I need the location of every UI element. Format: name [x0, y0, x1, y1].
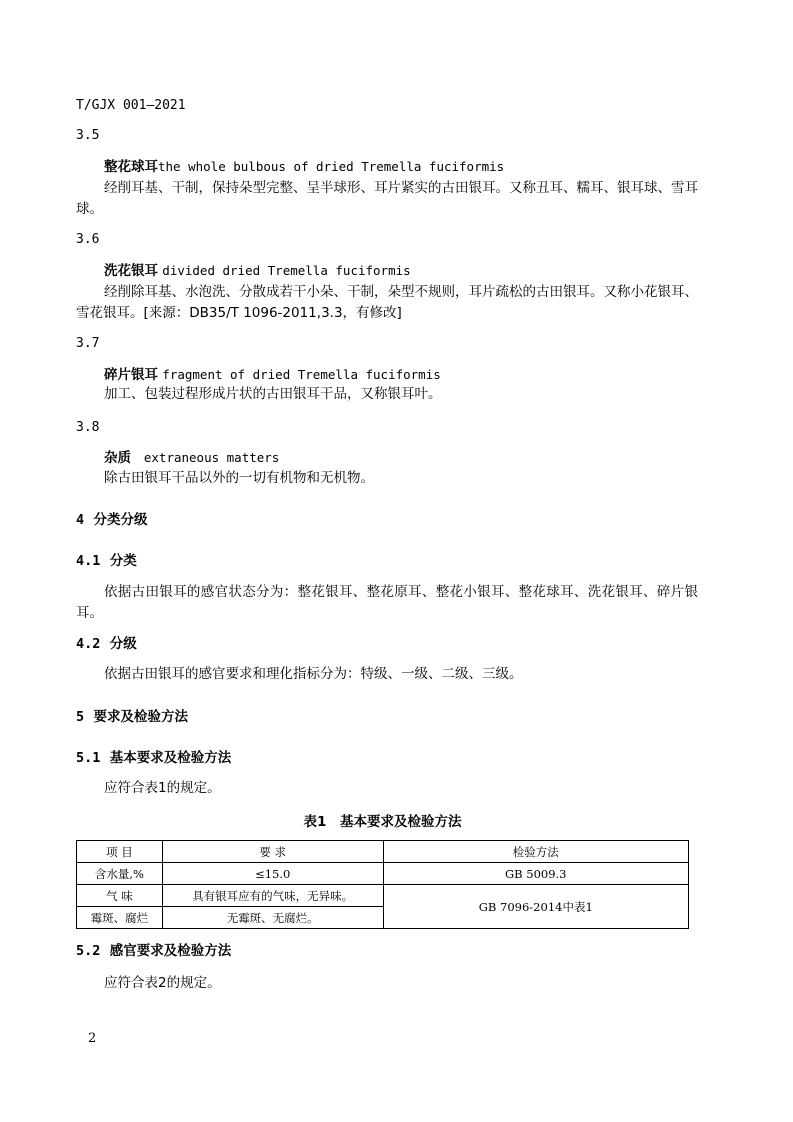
- term-heading: [104, 156, 504, 178]
- section-heading: [76, 941, 231, 962]
- clause-number: 3.8: [76, 420, 100, 435]
- table-cell: 具有银耳应有的气味，无异味。: [162, 885, 383, 907]
- section-title: 分级: [109, 636, 137, 652]
- page-number: 2: [88, 1031, 97, 1046]
- section-number: 4.2: [76, 636, 101, 652]
- section-heading: [76, 551, 137, 572]
- section-number: 5.1: [76, 750, 101, 766]
- term-definition: 除古田银耳干品以外的一切有机物和无机物。: [104, 470, 374, 486]
- term-definition: 经削除耳基、水泡洗、分散成若干小朵、干制，朵型不规则，耳片疏松的古田银耳。又称小花银耳、雪花银耳。[来源：DB35/T 1096-2011,3.3，有修改]: [76, 284, 698, 321]
- chapter-number: 5: [76, 709, 85, 725]
- table-header-cell: 要 求: [162, 841, 383, 863]
- term-zh: 洗花银耳: [104, 263, 158, 279]
- table-header-cell: 检验方法: [383, 841, 689, 863]
- term-heading: [104, 364, 441, 386]
- section-number: 4.1: [76, 553, 101, 569]
- table-header-cell: 项 目: [77, 841, 163, 863]
- section-text: 应符合表1的规定。: [104, 780, 221, 796]
- table-caption: 表1 基本要求及检验方法: [303, 814, 462, 830]
- section-heading: [76, 634, 137, 655]
- clause-number: 3.7: [76, 336, 100, 351]
- chapter-heading: [76, 707, 188, 728]
- requirements-table: [76, 840, 689, 929]
- table-row: [77, 863, 689, 885]
- table-row: [77, 885, 689, 907]
- section-title: 基本要求及检验方法: [109, 750, 232, 766]
- table-cell-merged: GB 7096-2014中表1: [383, 885, 689, 929]
- table-cell: 含水量,%: [77, 863, 163, 885]
- term-heading: [104, 260, 411, 282]
- section-number: 5.2: [76, 943, 101, 959]
- chapter-title: 要求及检验方法: [93, 709, 189, 725]
- doc-code-header: T/GJX 001—2021: [76, 98, 186, 113]
- section-text: 依据古田银耳的感官状态分为：整花银耳、整花原耳、整花小银耳、整花球耳、洗花银耳、碎片银耳。: [76, 584, 698, 621]
- term-zh: 碎片银耳: [104, 367, 158, 383]
- table-cell: 气 味: [77, 885, 163, 907]
- section-title: 分类: [109, 553, 137, 569]
- section-heading: [76, 748, 231, 769]
- chapter-heading: [76, 510, 148, 531]
- term-en: the whole bulbous of dried Tremella fuciformis: [158, 159, 505, 174]
- term-en: extraneous matters: [143, 450, 280, 465]
- table-cell: ≤15.0: [162, 863, 383, 885]
- section-text: 依据古田银耳的感官要求和理化指标分为：特级、一级、二级、三级。: [104, 666, 523, 682]
- table-header-row: [77, 841, 689, 863]
- table-cell: GB 5009.3: [383, 863, 689, 885]
- term-en: divided dried Tremella fuciformis: [162, 263, 411, 278]
- clause-number: 3.5: [76, 128, 100, 143]
- term-definition: 加工、包装过程形成片状的古田银耳干品，又称银耳叶。: [104, 386, 442, 402]
- clause-number: 3.6: [76, 232, 100, 247]
- section-title: 感官要求及检验方法: [109, 943, 232, 959]
- term-zh: 杂质: [104, 450, 131, 466]
- chapter-number: 4: [76, 512, 85, 528]
- chapter-title: 分类分级: [93, 512, 148, 528]
- section-text: 应符合表2的规定。: [104, 975, 221, 991]
- term-en: fragment of dried Tremella fuciformis: [162, 367, 441, 382]
- table-cell: 无霉斑、无腐烂。: [162, 907, 383, 929]
- term-zh: 整花球耳: [104, 159, 158, 175]
- term-definition: 经削耳基、干制，保持朵型完整、呈半球形、耳片紧实的古田银耳。又称丑耳、糯耳、银耳球、雪耳球。: [76, 180, 698, 217]
- table-cell: 霉斑、腐烂: [77, 907, 163, 929]
- term-heading: [104, 447, 279, 469]
